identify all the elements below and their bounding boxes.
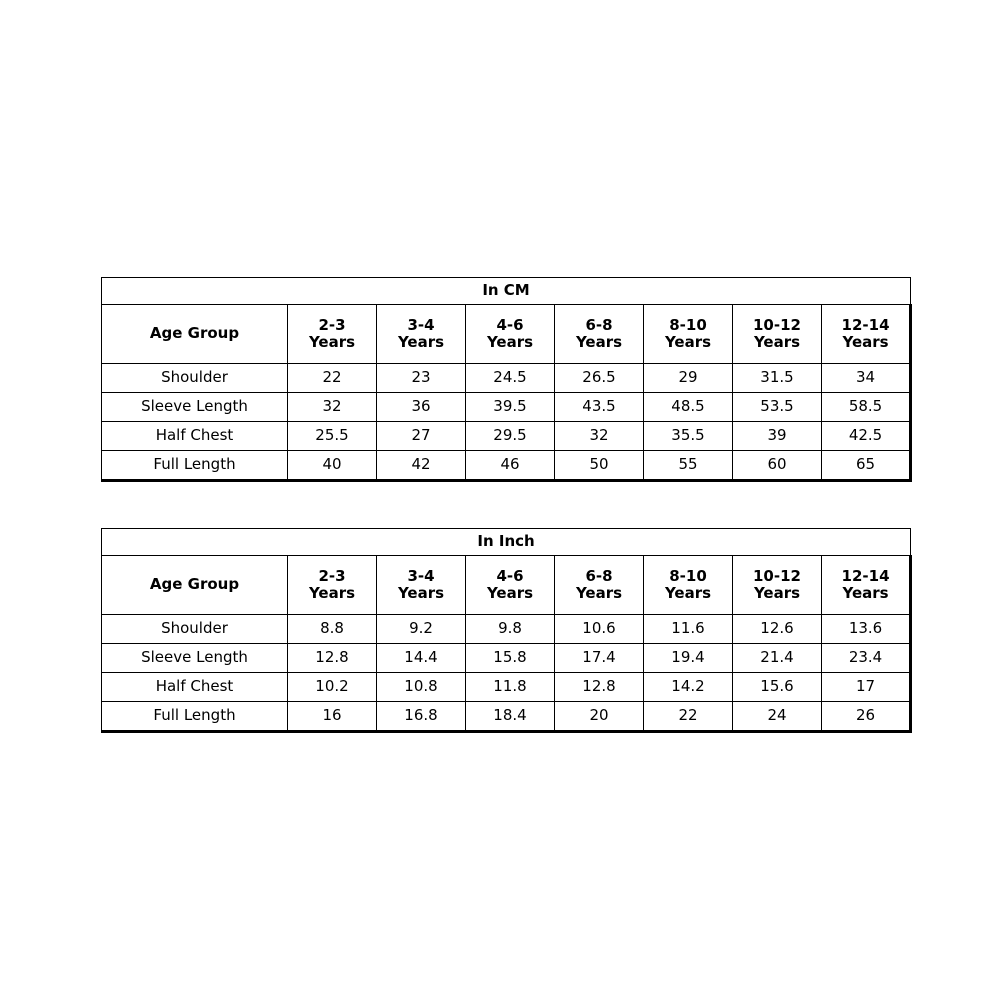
row-label: Shoulder	[102, 615, 288, 644]
cell-value: 48.5	[644, 393, 733, 422]
header-age-2-3	[288, 305, 377, 364]
cell-value: 34	[822, 364, 911, 393]
cell-value: 16	[288, 702, 377, 732]
age-range: 2-3	[318, 566, 346, 585]
age-range: 10-12	[753, 566, 801, 585]
header-age-3-4	[377, 556, 466, 615]
row-label: Full Length	[102, 702, 288, 732]
cell-value: 35.5	[644, 422, 733, 451]
cell-value: 10.8	[377, 673, 466, 702]
cell-value: 40	[288, 451, 377, 481]
cell-value: 14.4	[377, 644, 466, 673]
age-range: 10-12	[753, 315, 801, 334]
cell-value: 24.5	[466, 364, 555, 393]
cell-value: 23.4	[822, 644, 911, 673]
cell-value: 46	[466, 451, 555, 481]
cell-value: 9.2	[377, 615, 466, 644]
row-label: Sleeve Length	[102, 393, 288, 422]
cell-value: 32	[288, 393, 377, 422]
cell-value: 29.5	[466, 422, 555, 451]
table-header-row	[102, 305, 911, 364]
cell-value: 24	[733, 702, 822, 732]
row-label: Half Chest	[102, 422, 288, 451]
cell-value: 39	[733, 422, 822, 451]
size-table-inch	[101, 528, 912, 733]
header-age-2-3	[288, 556, 377, 615]
table-row	[102, 364, 911, 393]
cell-value: 10.6	[555, 615, 644, 644]
cell-value: 55	[644, 451, 733, 481]
cell-value: 15.6	[733, 673, 822, 702]
age-unit: Years	[397, 333, 445, 351]
age-range: 3-4	[407, 315, 435, 334]
cell-value: 22	[288, 364, 377, 393]
age-unit: Years	[308, 333, 356, 351]
cell-value: 27	[377, 422, 466, 451]
age-unit: Years	[664, 584, 712, 602]
table-row	[102, 393, 911, 422]
cell-value: 53.5	[733, 393, 822, 422]
header-age-group: Age Group	[102, 305, 288, 364]
table-row	[102, 644, 911, 673]
header-age-12-14	[822, 305, 911, 364]
cell-value: 13.6	[822, 615, 911, 644]
table-header-row	[102, 556, 911, 615]
header-age-group: Age Group	[102, 556, 288, 615]
cell-value: 43.5	[555, 393, 644, 422]
age-unit: Years	[842, 584, 889, 602]
cell-value: 23	[377, 364, 466, 393]
header-age-3-4	[377, 305, 466, 364]
age-unit: Years	[664, 333, 712, 351]
age-unit: Years	[575, 584, 623, 602]
size-table-cm	[101, 277, 912, 482]
header-age-8-10	[644, 556, 733, 615]
table-row	[102, 451, 911, 481]
row-label: Half Chest	[102, 673, 288, 702]
cell-value: 22	[644, 702, 733, 732]
header-age-4-6	[466, 556, 555, 615]
age-range: 8-10	[669, 566, 707, 585]
age-unit: Years	[575, 333, 623, 351]
cell-value: 39.5	[466, 393, 555, 422]
table-title-row	[102, 278, 911, 305]
header-age-6-8	[555, 305, 644, 364]
cell-value: 26.5	[555, 364, 644, 393]
header-age-12-14	[822, 556, 911, 615]
header-age-6-8	[555, 556, 644, 615]
cell-value: 15.8	[466, 644, 555, 673]
cell-value: 20	[555, 702, 644, 732]
cell-value: 29	[644, 364, 733, 393]
cell-value: 17.4	[555, 644, 644, 673]
age-unit: Years	[397, 584, 445, 602]
cell-value: 31.5	[733, 364, 822, 393]
cell-value: 60	[733, 451, 822, 481]
cell-value: 11.6	[644, 615, 733, 644]
cell-value: 65	[822, 451, 911, 481]
age-range: 12-14	[841, 566, 890, 585]
cell-value: 19.4	[644, 644, 733, 673]
cell-value: 42.5	[822, 422, 911, 451]
row-label: Full Length	[102, 451, 288, 481]
age-range: 2-3	[318, 315, 346, 334]
cell-value: 18.4	[466, 702, 555, 732]
age-unit: Years	[753, 584, 801, 602]
cell-value: 8.8	[288, 615, 377, 644]
age-range: 3-4	[407, 566, 435, 585]
cell-value: 14.2	[644, 673, 733, 702]
cell-value: 21.4	[733, 644, 822, 673]
age-unit: Years	[753, 333, 801, 351]
cell-value: 16.8	[377, 702, 466, 732]
table-title: In Inch	[102, 529, 911, 556]
table-row	[102, 673, 911, 702]
cell-value: 9.8	[466, 615, 555, 644]
table-title-row	[102, 529, 911, 556]
age-range: 6-8	[585, 566, 613, 585]
cell-value: 12.8	[288, 644, 377, 673]
header-age-8-10	[644, 305, 733, 364]
age-range: 4-6	[496, 315, 524, 334]
row-label: Sleeve Length	[102, 644, 288, 673]
table-row	[102, 615, 911, 644]
age-range: 12-14	[841, 315, 890, 334]
age-unit: Years	[842, 333, 889, 351]
cell-value: 25.5	[288, 422, 377, 451]
cell-value: 26	[822, 702, 911, 732]
table-row	[102, 422, 911, 451]
table-title: In CM	[102, 278, 911, 305]
cell-value: 42	[377, 451, 466, 481]
header-age-4-6	[466, 305, 555, 364]
cell-value: 11.8	[466, 673, 555, 702]
header-age-10-12	[733, 305, 822, 364]
row-label: Shoulder	[102, 364, 288, 393]
cell-value: 10.2	[288, 673, 377, 702]
age-range: 8-10	[669, 315, 707, 334]
age-unit: Years	[486, 584, 534, 602]
cell-value: 32	[555, 422, 644, 451]
cell-value: 12.6	[733, 615, 822, 644]
cell-value: 36	[377, 393, 466, 422]
age-unit: Years	[308, 584, 356, 602]
cell-value: 50	[555, 451, 644, 481]
cell-value: 12.8	[555, 673, 644, 702]
table-row	[102, 702, 911, 732]
cell-value: 58.5	[822, 393, 911, 422]
age-range: 4-6	[496, 566, 524, 585]
cell-value: 17	[822, 673, 911, 702]
header-age-10-12	[733, 556, 822, 615]
age-range: 6-8	[585, 315, 613, 334]
age-unit: Years	[486, 333, 534, 351]
